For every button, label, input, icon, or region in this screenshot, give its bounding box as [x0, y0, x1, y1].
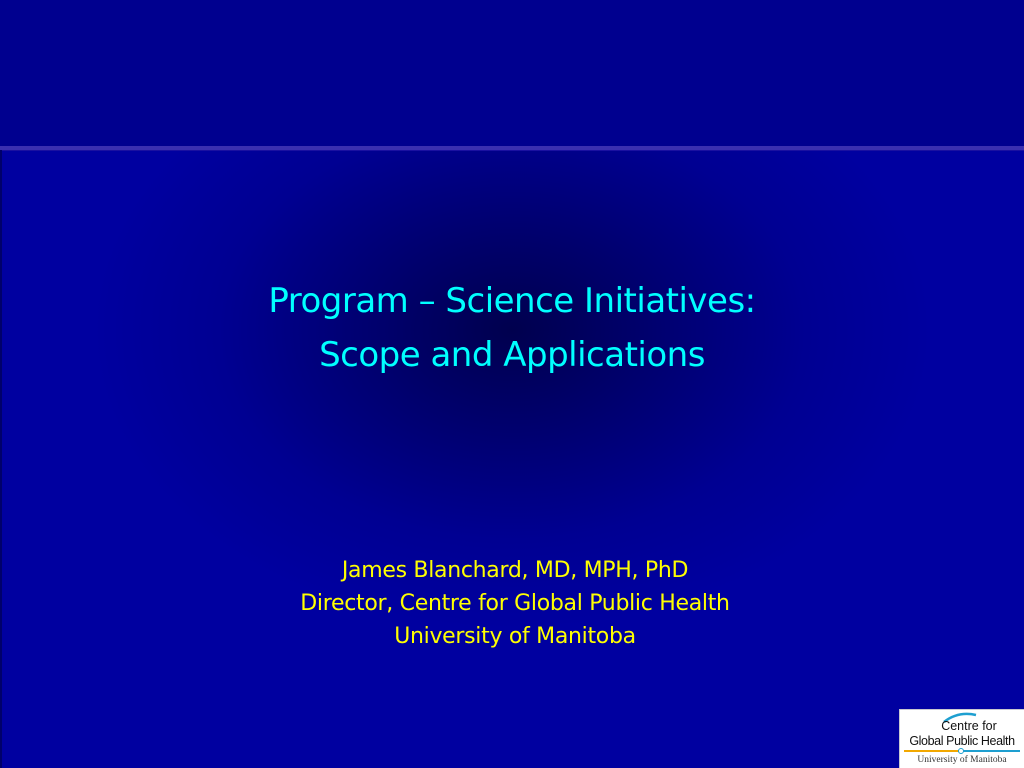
- logo-line-3: University of Manitoba: [917, 755, 1007, 765]
- title-line-2: Scope and Applications: [319, 335, 705, 375]
- presenter-institution: University of Manitoba: [394, 624, 636, 649]
- presenter-role: Director, Centre for Global Public Health: [300, 591, 730, 616]
- presenter-info: [0, 554, 1024, 653]
- logo-line-2: Global Public Health: [909, 734, 1015, 748]
- logo-dot-icon: [958, 748, 964, 754]
- slide-title: [0, 274, 1024, 382]
- title-line-1: Program – Science Initiatives:: [268, 281, 756, 321]
- left-edge-line: [0, 150, 2, 768]
- header-divider: [0, 146, 1024, 151]
- logo-line-1: Centre for: [941, 719, 997, 733]
- cgph-logo: [899, 709, 1024, 768]
- header-band: [0, 0, 1024, 146]
- presenter-name: James Blanchard, MD, MPH, PhD: [341, 558, 689, 583]
